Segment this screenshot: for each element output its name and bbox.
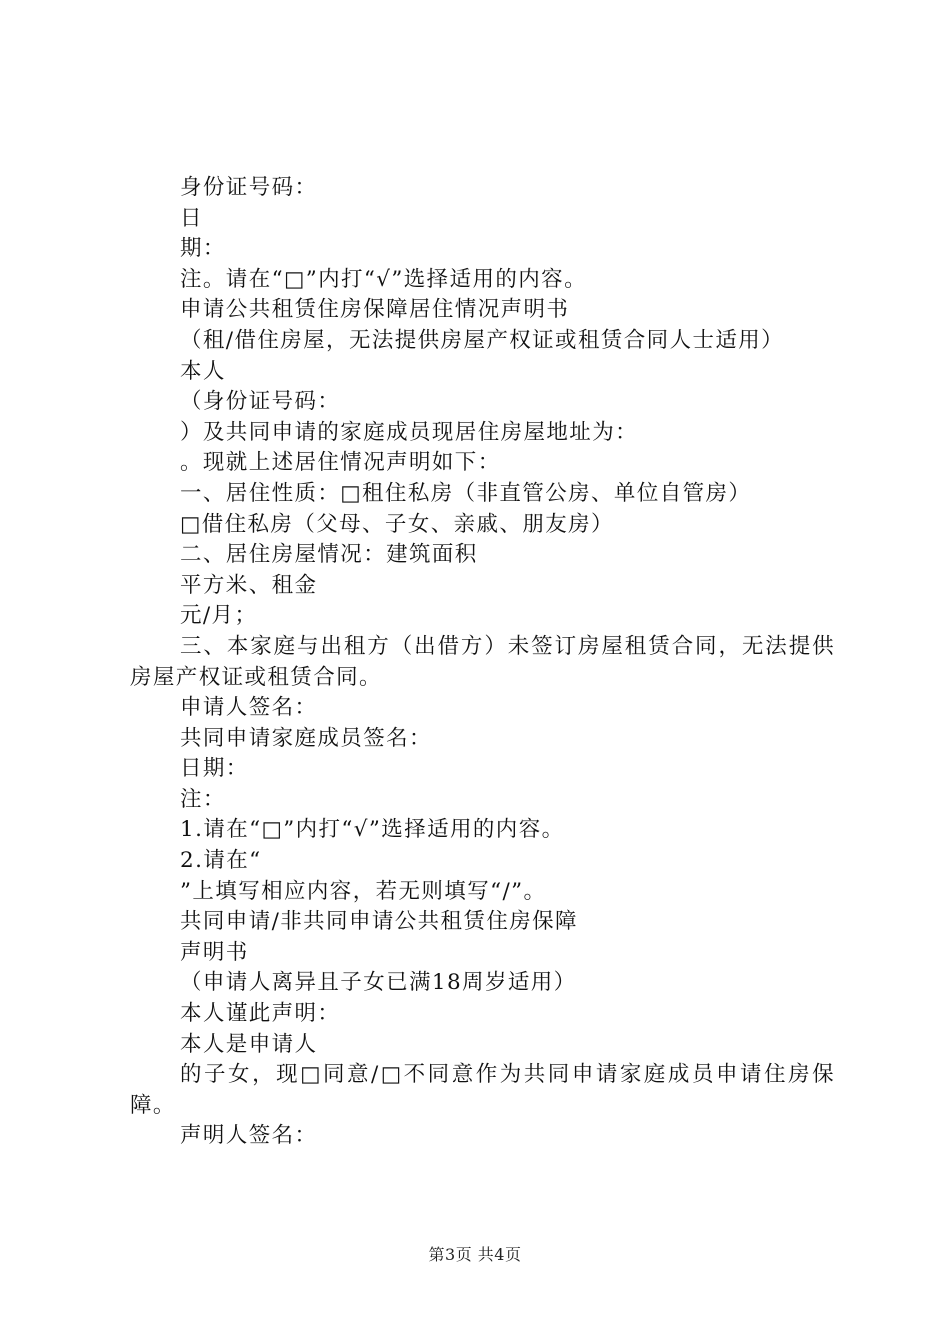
paragraph: 一、居住性质：□租住私房（非直管公房、单位自管房） (180, 480, 752, 506)
paragraph: 2.请在“ (180, 848, 262, 874)
paragraph: 本人是申请人 (180, 1031, 318, 1057)
paragraph: 共同申请家庭成员签名： (180, 725, 432, 751)
page-number-footer: 第3页 共4页 (428, 1245, 522, 1264)
paragraph: 注。请在“□”内打“√”选择适用的内容。 (180, 266, 587, 292)
paragraph: 注： (180, 786, 226, 812)
paragraph: 身份证号码： (180, 175, 318, 200)
paragraph: 期： (180, 236, 226, 262)
paragraph: 平方米、租金 (180, 572, 318, 598)
paragraph: 。现就上述居住情况声明如下： (180, 450, 501, 476)
paragraph: 三、本家庭与出租方（出借方）未签订房屋租赁合同，无法提供房屋产权证或租赁合同。 (130, 633, 835, 690)
paragraph: （租/借住房屋，无法提供房屋产权证或租赁合同人士适用） (180, 327, 785, 353)
paragraph: 本人 (180, 358, 226, 384)
paragraph: 日期： (180, 756, 249, 782)
document-body (130, 173, 835, 1152)
paragraph: 日 (180, 205, 203, 231)
paragraph: 声明人签名： (180, 1123, 318, 1149)
paragraph: （身份证号码： (180, 389, 341, 415)
paragraph: 申请公共租赁住房保障居住情况声明书 (180, 297, 570, 323)
paragraph: 本人谨此声明： (180, 1001, 341, 1027)
paragraph: ”上填写相应内容，若无则填写“/”。 (180, 878, 547, 904)
paragraph: 二、居住房屋情况：建筑面积 (180, 542, 478, 568)
paragraph: 的子女，现□同意/□不同意作为共同申请家庭成员申请住房保障。 (130, 1062, 835, 1118)
paragraph: ）及共同申请的家庭成员现居住房屋地址为： (180, 419, 639, 445)
paragraph: 1.请在“□”内打“√”选择适用的内容。 (180, 817, 565, 843)
paragraph: 声明书 (180, 939, 249, 965)
paragraph: 申请人签名： (180, 695, 318, 721)
paragraph: 元/月； (180, 603, 258, 629)
paragraph: □借住私房（父母、子女、亲戚、朋友房） (180, 511, 614, 537)
paragraph: （申请人离异且子女已满18周岁适用） (180, 970, 577, 996)
paragraph: 共同申请/非共同申请公共租赁住房保障 (180, 909, 578, 935)
